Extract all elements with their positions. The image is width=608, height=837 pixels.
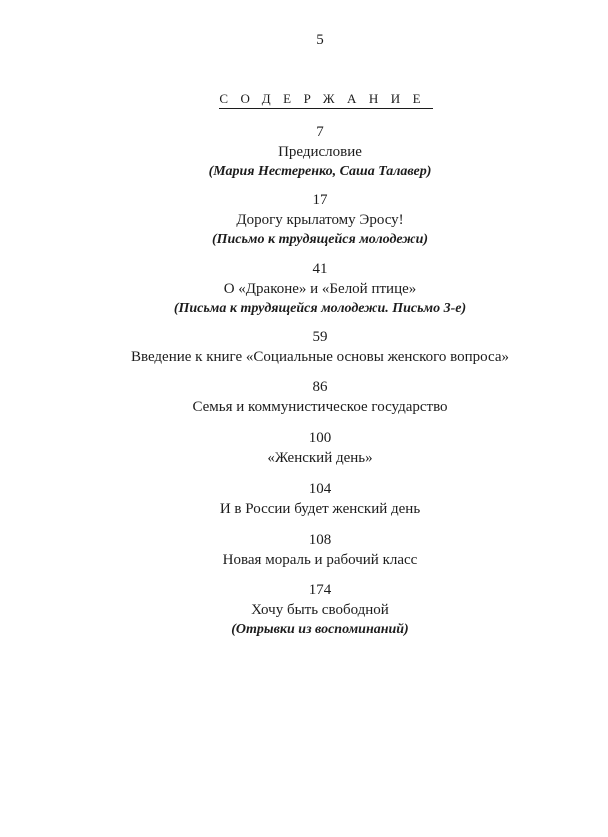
entry-page-number: 17 bbox=[312, 192, 328, 208]
entry-page-number: 108 bbox=[308, 532, 332, 548]
entry-title: И в России будет женский день bbox=[219, 501, 421, 517]
entry-page-number: 174 bbox=[308, 582, 332, 598]
entry-title: Дорогу крылатому Эросу! bbox=[236, 212, 404, 228]
entry-page-number: 100 bbox=[308, 430, 332, 446]
page-number: 5 bbox=[316, 32, 324, 48]
toc-entry bbox=[0, 327, 608, 367]
entry-page-number: 86 bbox=[312, 379, 328, 395]
toc-entry bbox=[0, 190, 608, 250]
entry-title: О «Драконе» и «Белой птице» bbox=[223, 281, 417, 297]
entry-note: (Мария Нестеренко, Саша Талавер) bbox=[208, 164, 432, 179]
toc-entry bbox=[0, 122, 608, 182]
toc-heading bbox=[0, 91, 608, 109]
entry-note: (Отрывки из воспоминаний) bbox=[231, 622, 409, 637]
entry-page-number: 59 bbox=[312, 329, 328, 345]
toc-entry bbox=[0, 259, 608, 319]
toc-heading-text: СОДЕРЖАНИЕ bbox=[219, 91, 433, 109]
toc-entry bbox=[0, 377, 608, 417]
toc-entry bbox=[0, 530, 608, 570]
entry-note: (Письмо к трудящейся молодежи) bbox=[211, 232, 429, 247]
toc-entry bbox=[0, 428, 608, 468]
entry-page-number: 104 bbox=[308, 481, 332, 497]
entry-title: Новая мораль и рабочий класс bbox=[222, 552, 418, 568]
entry-page-number: 41 bbox=[312, 261, 328, 277]
entry-note: (Письма к трудящейся молодежи. Письмо 3-е) bbox=[173, 301, 467, 316]
entry-page-number: 7 bbox=[316, 124, 324, 140]
entry-title: Семья и коммунистическое государство bbox=[192, 399, 448, 415]
toc-entry bbox=[0, 479, 608, 519]
toc-entry bbox=[0, 580, 608, 640]
entry-title: Хочу быть свободной bbox=[251, 602, 389, 618]
entry-title: «Женский день» bbox=[267, 450, 373, 466]
entry-title: Предисловие bbox=[278, 144, 362, 160]
entry-title: Введение к книге «Социальные основы женского вопроса» bbox=[130, 349, 510, 365]
